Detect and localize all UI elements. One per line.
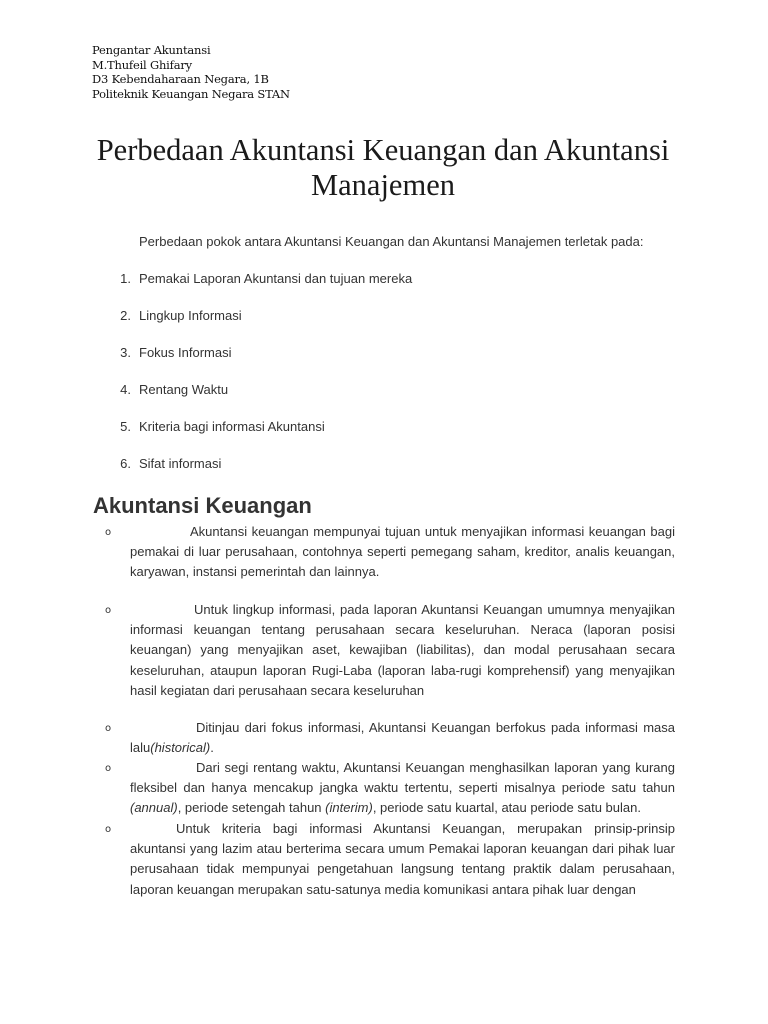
list-text: Lingkup Informasi [139, 308, 242, 323]
paragraph-users [130, 522, 675, 583]
paragraph-italic: (interim) [325, 800, 373, 816]
list-text: Sifat informasi [139, 456, 222, 471]
paragraph-text: Dari segi rentang waktu, Akuntansi Keuangan menghasilkan laporan yang kurang fleksibel dan hanya mencakup jangka waktu tertentu, seperti misalnya periode satu tahun [130, 760, 675, 796]
section-heading: Akuntansi Keuangan [93, 493, 312, 518]
title-line-1: Perbedaan Akuntansi Keuangan dan Akuntansi [96, 133, 670, 167]
list-number: 4. [120, 382, 131, 397]
paragraph-italic: (historical) [150, 740, 211, 756]
author-header [92, 43, 290, 101]
paragraph-text: , periode satu kuartal, atau periode satu bulan. [372, 800, 641, 816]
list-number: 5. [120, 419, 131, 434]
paragraph-criteria [130, 819, 675, 901]
paragraph-text: Akuntansi keuangan mempunyai tujuan untuk menyajikan informasi keuangan bagi pemakai di luar perusahaan, contohnya seperti pemegang saham, kreditor, analis keuangan, karyawan, instansi pemerintah dan lainnya. [130, 524, 675, 580]
intro-text: Perbedaan pokok antara Akuntansi Keuangan dan Akuntansi Manajemen terletak pada: [139, 234, 644, 249]
list-number: 6. [120, 456, 131, 471]
list-number: 3. [120, 345, 131, 360]
header-course: Pengantar Akuntansi [92, 43, 211, 57]
list-text: Pemakai Laporan Akuntansi dan tujuan mereka [139, 271, 413, 286]
list-number: 1. [120, 271, 131, 286]
paragraph-text: Ditinjau dari fokus informasi, Akuntansi Keuangan berfokus pada informasi masa lalu [130, 720, 675, 756]
header-author: M.Thufeil Ghifary [92, 57, 192, 72]
bullet-marker: o [105, 605, 112, 616]
bullet-marker: o [105, 824, 112, 835]
list-text: Fokus Informasi [139, 345, 232, 360]
title-line-2: Manajemen [311, 168, 455, 202]
paragraph-italic: (annual) [130, 800, 178, 816]
paragraph-scope [130, 600, 675, 701]
header-class: D3 Kebendaharaan Negara, 1B [92, 72, 269, 86]
paragraph-focus [130, 718, 675, 758]
bullet-marker: o [105, 723, 112, 734]
paragraph-text: , periode setengah tahun [177, 800, 326, 816]
list-text: Rentang Waktu [139, 382, 229, 397]
paragraph-timespan [130, 758, 675, 819]
paragraph-text: Untuk lingkup informasi, pada laporan Akuntansi Keuangan umumnya menyajikan informasi keuangan tentang perusahaan secara keseluruhan. Neraca (laporan posisi keuangan) yang menyajikan aset, kewajiban (liabilitas), dan modal perusahaan secara keseluruhan, ataupun laporan Rugi-Laba (laporan laba-rugi komprehensif) yang menyajikan hasil kegiatan dari perusahaan secara keseluruhan [130, 602, 675, 698]
list-number: 2. [120, 308, 131, 323]
header-institution: Politeknik Keuangan Negara STAN [92, 86, 290, 101]
document-title [88, 133, 678, 203]
list-text: Kriteria bagi informasi Akuntansi [139, 419, 325, 434]
paragraph-text: Untuk kriteria bagi informasi Akuntansi Keuangan, merupakan prinsip-prinsip akuntansi yang lazim atau berterima secara umum Pemakai laporan keuangan dari pihak luar perusahaan tidak mempunyai pengetahuan langsung tentang praktik dalam perusahaan, laporan keuangan merupakan satu-satunya media komunikasi antara pihak luar dengan [130, 821, 675, 897]
bullet-marker: o [105, 763, 112, 774]
bullet-marker: o [105, 527, 112, 538]
paragraph-text: . [210, 740, 214, 756]
